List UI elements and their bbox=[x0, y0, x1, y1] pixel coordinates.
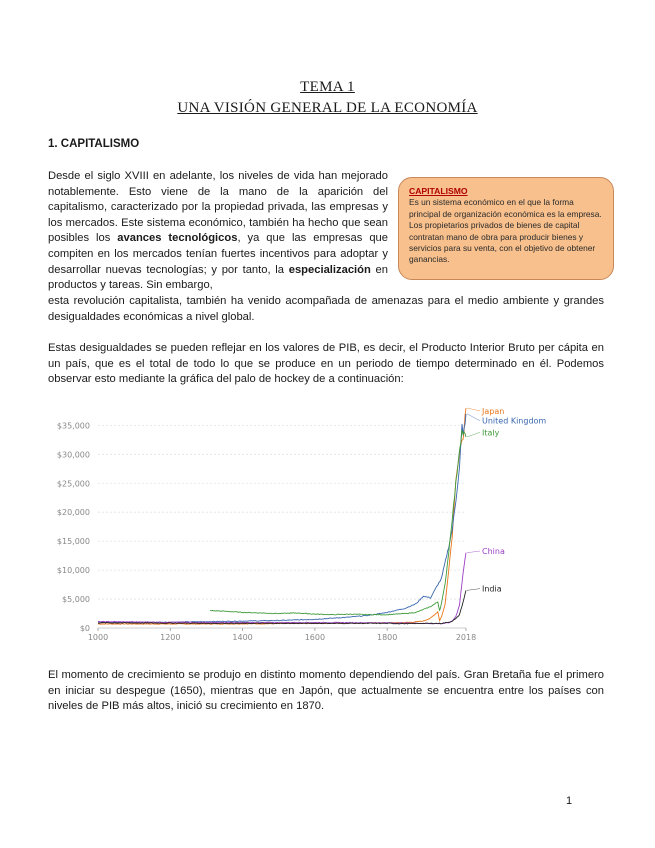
x-tick-label: 1400 bbox=[232, 633, 253, 642]
chart-series bbox=[98, 408, 466, 624]
intro-text-3: en productos y tareas. Sin embargo, bbox=[48, 263, 388, 292]
series-line-japan bbox=[98, 408, 466, 624]
intro-paragraph bbox=[48, 169, 388, 294]
series-line-italy bbox=[210, 430, 466, 615]
x-tick-label: 1600 bbox=[304, 633, 326, 642]
y-tick-label: $20,000 bbox=[56, 508, 90, 518]
legend-label-china: China bbox=[482, 547, 505, 556]
x-tick-label: 2018 bbox=[455, 633, 477, 642]
legend-label-japan: Japan bbox=[482, 406, 505, 416]
x-tick-label: 1000 bbox=[87, 633, 109, 642]
series-line-united-kingdom bbox=[98, 414, 466, 623]
document-title: TEMA 1 bbox=[300, 79, 355, 95]
legend-leader bbox=[467, 408, 480, 411]
callout-text: Es un sistema económico en el que la forma principal de organización económica es la empresa. Los propietarios privados de bienes de capital contratan mano de obra para producir bienes y servicios para su venta, con el objetivo de obtener ganancias. bbox=[409, 197, 602, 265]
legend-label-united-kingdom: United Kingdom bbox=[482, 416, 547, 426]
section-heading: 1. CAPITALISMO bbox=[48, 138, 140, 150]
legend-leader bbox=[467, 551, 480, 553]
bold-term-tech: avances tecnológicos bbox=[117, 232, 238, 245]
legend-label-india: India bbox=[482, 584, 502, 594]
legend-leader bbox=[467, 589, 480, 591]
y-tick-label: $5,000 bbox=[62, 595, 90, 605]
y-tick-label: $15,000 bbox=[56, 537, 90, 547]
gdp-paragraph: Estas desigualdades se pueden reflejar en los valores de PIB, es decir, el Producto Interior Bruto per cápita en un país, que es el total de todo lo que se produce en un periodo de tiempo determinado en él. Podemos observar esto mediante la gráfica del palo de hockey de a continuación: bbox=[48, 342, 604, 386]
intro-text-1: Desde el siglo XVIII en adelante, los niveles de vida han mejorado notablemente. Esto viene de la mano de la aparición del capitalismo, caracterizado por la propiedad privada, las empresas y los mercados. Este sistema económico, también ha hecho que sean posibles los bbox=[48, 170, 388, 245]
callout-title: CAPITALISMO bbox=[409, 186, 468, 196]
y-tick-label: $35,000 bbox=[56, 421, 90, 431]
y-tick-label: $0 bbox=[79, 624, 90, 633]
y-tick-label: $10,000 bbox=[56, 566, 90, 576]
growth-paragraph: El momento de crecimiento se produjo en distinto momento dependiendo del país. Gran Bretaña fue el primero en iniciar su despegue (1650), mientras que en Japón, que actualmente se encuentra entre los países con niveles de PIB más altos, inició su crecimiento en 1870. bbox=[48, 669, 604, 713]
legend-leader bbox=[467, 414, 480, 421]
page-number: 1 bbox=[566, 795, 573, 807]
x-tick-label: 1800 bbox=[377, 633, 398, 642]
series-line-india bbox=[98, 590, 466, 624]
bold-term-specialization: especialización bbox=[288, 263, 371, 276]
legend-leader bbox=[467, 432, 480, 437]
y-tick-label: $25,000 bbox=[56, 479, 90, 489]
definition-callout bbox=[398, 177, 614, 280]
intro-text-2: , ya que las empresas que compiten en los mercados tenían fuertes incentivos para adoptar y desarrollar nuevas tecnologías; y por tanto, la bbox=[48, 232, 388, 276]
legend-label-italy: Italy bbox=[482, 428, 500, 438]
chart-grid bbox=[98, 425, 466, 628]
intro-paragraph-continued: esta revolución capitalista, también ha venido acompañada de amenazas para el medio ambiente y grandes desigualdades económicas a nivel global. bbox=[48, 295, 604, 323]
document-subtitle: UNA VISIÓN GENERAL DE LA ECONOMÍA bbox=[177, 100, 478, 116]
gdp-hockey-stick-chart bbox=[48, 400, 548, 642]
y-tick-label: $30,000 bbox=[56, 450, 90, 460]
chart-legend bbox=[467, 407, 546, 594]
x-tick-label: 1200 bbox=[160, 633, 181, 642]
